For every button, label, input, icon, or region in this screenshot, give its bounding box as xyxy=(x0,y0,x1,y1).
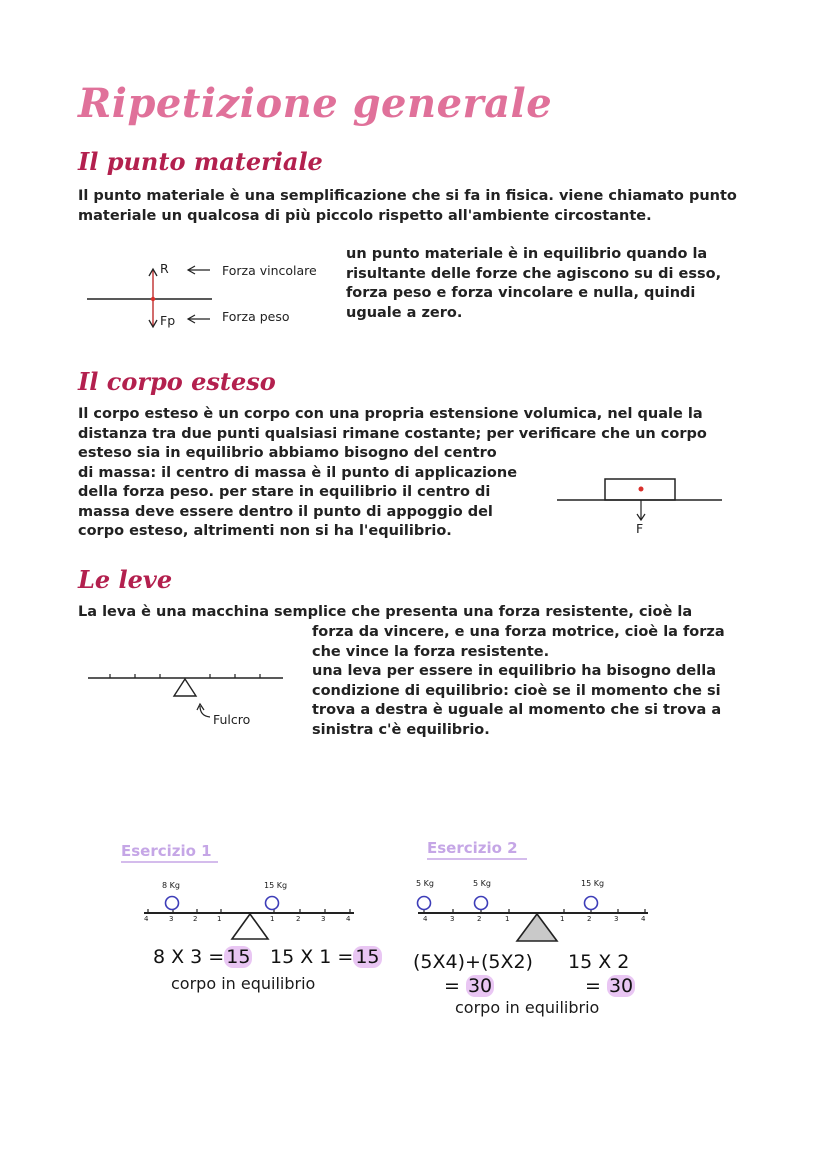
text-line: Il corpo esteso è un corpo con una propria estensione volumica, nel quale la xyxy=(78,406,703,422)
page-title: Ripetizione generale xyxy=(78,80,553,127)
heading-punto-materiale: Il punto materiale xyxy=(78,147,323,176)
weight-label: 15 Kg xyxy=(264,881,288,890)
calc-text: = xyxy=(444,975,466,997)
label-r: R xyxy=(160,261,169,276)
exercise-2-calc-left: (5X4)+(5X2) xyxy=(413,951,533,973)
weight-label: 5 Kg xyxy=(416,879,434,888)
exercise-2-result-right xyxy=(585,975,635,997)
text-line: materiale un qualcosa di più piccolo rispetto all'ambiente circostante. xyxy=(78,207,652,224)
calc-text: 15 X 1 = xyxy=(270,946,354,968)
exercise-2-calc-right: 15 X 2 xyxy=(568,951,630,973)
tick-label: 1 xyxy=(217,915,222,923)
text-line: che vince la forza resistente. xyxy=(312,643,550,660)
heading-corpo-esteso: Il corpo esteso xyxy=(78,367,276,396)
tick-label: 2 xyxy=(587,915,592,923)
tick-label: 1 xyxy=(270,915,275,923)
exercise-2-result-left xyxy=(444,975,494,997)
calc-text: 8 X 3 = xyxy=(153,946,225,968)
text-line: una leva per essere in equilibrio ha bisogno della xyxy=(312,663,716,679)
weight-label: 5 Kg xyxy=(473,879,491,888)
weight-label: 15 Kg xyxy=(581,879,605,888)
text-line: uguale a zero. xyxy=(346,304,463,321)
calc-result: 30 xyxy=(608,975,634,997)
text-line: condizione di equilibrio: cioè se il momento che si xyxy=(312,682,721,699)
text-line: massa deve essere dentro il punto di appoggio del xyxy=(78,503,493,520)
leve-first-line: La leva è una macchina semplice che presenta una forza resistente, cioè la xyxy=(78,604,693,620)
text-line: forza da vincere, e una forza motrice, cioè la forza xyxy=(312,624,725,640)
heading-le-leve: Le leve xyxy=(78,565,173,594)
tick-label: 3 xyxy=(169,915,174,923)
calc-result: 15 xyxy=(226,946,251,968)
text-line: risultante delle forze che agiscono su di esso, xyxy=(346,265,722,282)
text-line: della forza peso. per stare in equilibrio il centro di xyxy=(78,484,491,500)
tick-label: 1 xyxy=(560,915,565,923)
tick-label: 4 xyxy=(423,915,428,923)
tick-label: 3 xyxy=(321,915,326,923)
label-fulcro: Fulcro xyxy=(213,712,251,727)
tick-label: 4 xyxy=(641,915,646,923)
tick-label: 2 xyxy=(193,915,198,923)
calc-result: 15 xyxy=(355,946,380,968)
tick-label: 2 xyxy=(296,915,301,923)
calc-result: 30 xyxy=(467,975,493,997)
text-line: Il punto materiale è una semplificazione che si fa in fisica. viene chiamato punto xyxy=(78,188,737,204)
text-line: trova a destra è uguale al momento che si trova a xyxy=(312,702,722,718)
label-forza-vincolare: Forza vincolare xyxy=(222,263,317,278)
tick-label: 3 xyxy=(450,915,455,923)
text-line: un punto materiale è in equilibrio quando la xyxy=(346,246,708,262)
label-fp: Fp xyxy=(160,313,176,328)
tick-label: 1 xyxy=(505,915,510,923)
label-forza-peso: Forza peso xyxy=(222,309,290,324)
text-line: forza peso e forza vincolare e nulla, quindi xyxy=(346,285,696,301)
text-line: di massa: il centro di massa è il punto di applicazione xyxy=(78,464,518,481)
text-line: esteso sia in equilibrio abbiamo bisogno del centro xyxy=(78,445,497,461)
label-f: F xyxy=(636,521,644,536)
exercise-1-title: Esercizio 1 xyxy=(121,842,212,860)
text-line: sinistra c'è equilibrio. xyxy=(312,721,490,738)
tick-label: 4 xyxy=(346,915,351,923)
exercise-1-result: corpo in equilibrio xyxy=(171,974,316,993)
calc-text: = xyxy=(585,975,607,997)
tick-label: 3 xyxy=(614,915,619,923)
weight-label: 8 Kg xyxy=(162,881,180,890)
exercise-2-title: Esercizio 2 xyxy=(427,839,518,857)
tick-label: 2 xyxy=(477,915,482,923)
text-line: corpo esteso, altrimenti non si ha l'equilibrio. xyxy=(78,523,452,539)
exercise-2-result: corpo in equilibrio xyxy=(455,998,600,1017)
tick-label: 4 xyxy=(144,915,149,923)
text-line: distanza tra due punti qualsiasi rimane costante; per verificare che un corpo xyxy=(78,425,707,442)
